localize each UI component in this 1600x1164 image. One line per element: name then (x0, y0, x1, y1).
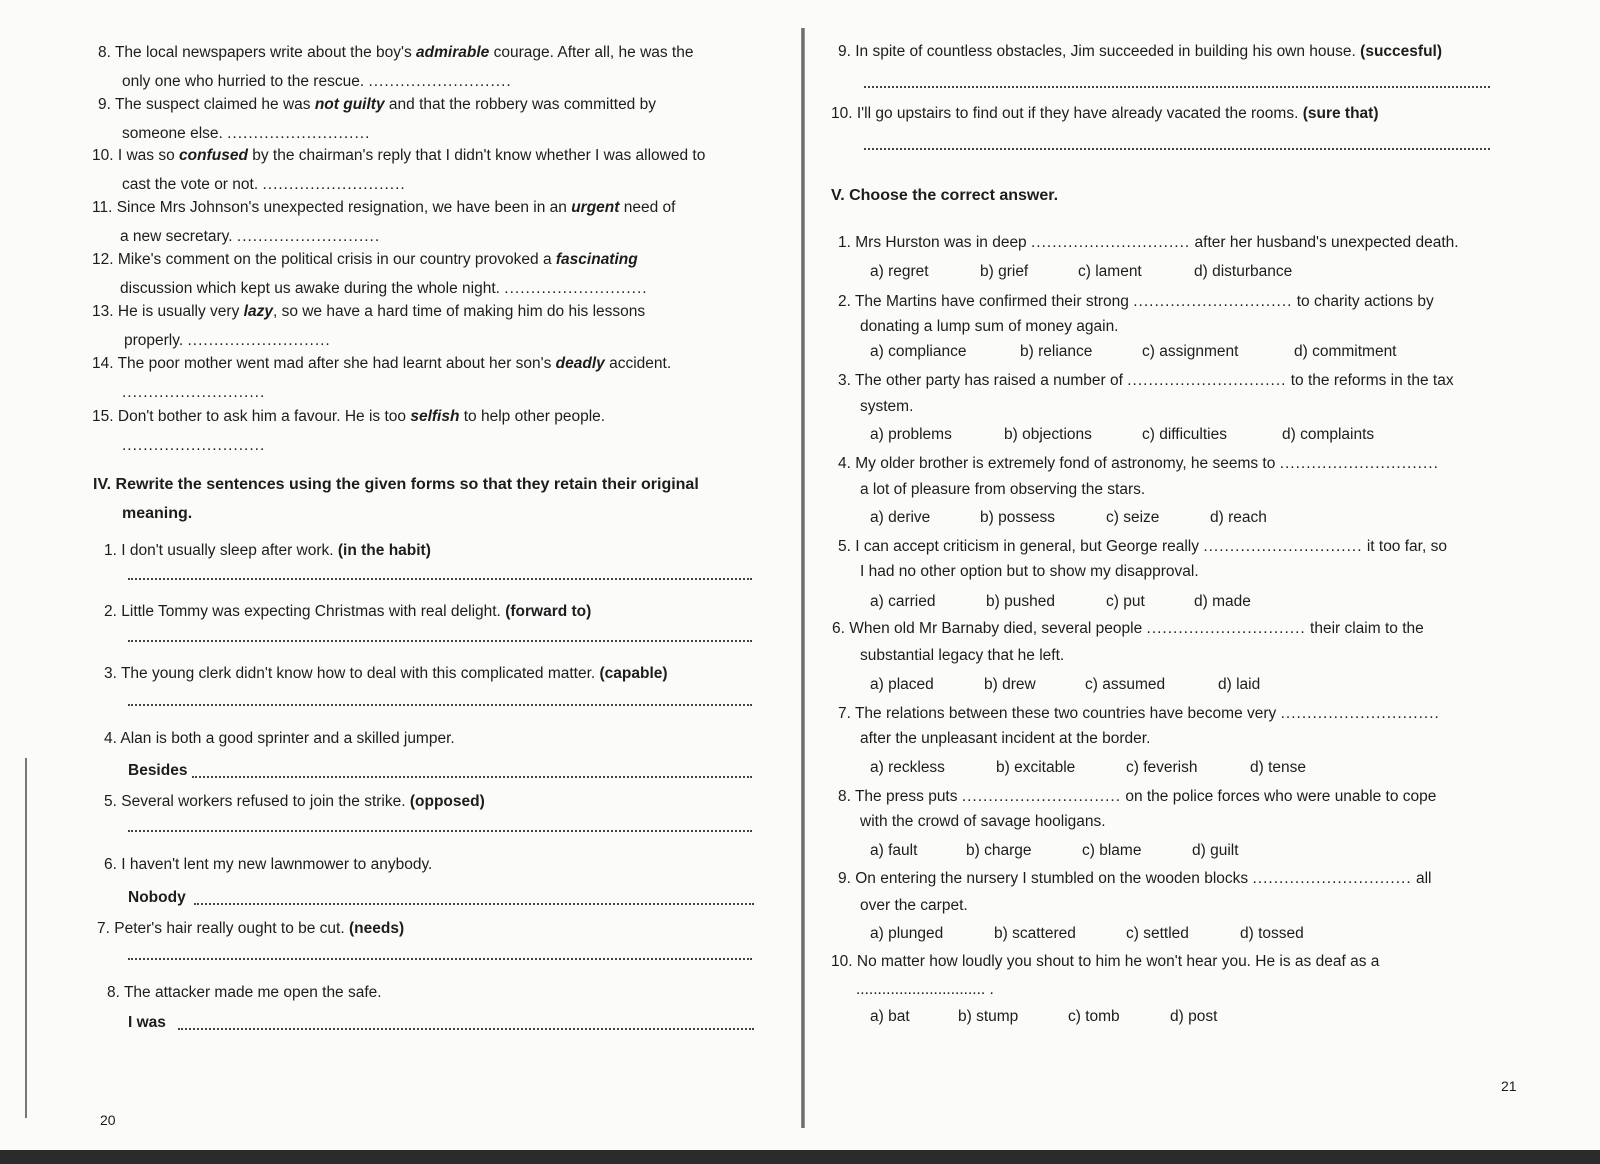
item-number: 7. (97, 920, 110, 937)
question-text: with the crowd of savage hooligans. (860, 813, 1106, 830)
item-number: 15. (92, 408, 114, 425)
item-text: someone else. (122, 125, 223, 142)
answer-option[interactable] (870, 675, 934, 695)
answer-option[interactable] (1068, 1007, 1120, 1027)
hint-text: (needs) (348, 920, 405, 937)
key-word: deadly (555, 355, 605, 372)
option-label: d) made (1194, 593, 1251, 610)
question-text: I had no other option but to show my disapproval. (860, 563, 1199, 580)
ex3-item-9-line2 (122, 124, 370, 144)
answer-option[interactable] (958, 1007, 1018, 1027)
option-label: c) tomb (1068, 1008, 1120, 1025)
item-number: 10. (831, 105, 853, 122)
option-label: a) regret (870, 263, 929, 280)
ex4-item-3 (104, 664, 668, 684)
ex4-item-7 (97, 919, 404, 939)
answer-option[interactable] (980, 508, 1055, 528)
key-word: lazy (243, 303, 273, 320)
option-label: c) assignment (1142, 343, 1239, 360)
answer-line[interactable] (128, 830, 752, 832)
answer-blank[interactable]: .............................. (1133, 293, 1293, 310)
option-label: d) tossed (1240, 925, 1304, 942)
item-number: 13. (92, 303, 114, 320)
ex3-item-13-line2 (124, 331, 331, 351)
ex4-item-8 (107, 983, 382, 1003)
option-label: b) scattered (994, 925, 1076, 942)
option-label: c) settled (1126, 925, 1189, 942)
answer-blank[interactable]: .............................. (1280, 705, 1440, 722)
answer-blank[interactable]: .............................. (961, 788, 1122, 805)
ex4-item-10 (831, 104, 1379, 124)
ex3-item-12 (92, 250, 638, 270)
ex4-item-4 (104, 729, 455, 749)
hint-text: (capable) (599, 665, 668, 682)
item-text: The attacker made me open the safe. (123, 984, 382, 1001)
item-text: Alan is both a good sprinter and a skilled jumper. (120, 730, 455, 747)
answer-option[interactable] (1142, 342, 1238, 362)
item-text: Several workers refused to join the strike. (121, 793, 406, 810)
answer-option[interactable] (984, 675, 1036, 695)
question-text: to charity actions by (1296, 293, 1434, 310)
mc-question-2-line2 (860, 317, 1119, 337)
mc-question-5-line2 (860, 562, 1199, 582)
answer-option[interactable] (996, 758, 1075, 778)
item-number: 3. (104, 665, 117, 682)
option-label: a) plunged (870, 925, 944, 942)
item-number: 1. (838, 234, 851, 251)
item-text: a new secretary. (120, 228, 233, 245)
book-spine (801, 28, 805, 1128)
item-text: Mike's comment on the political crisis in our country provoked a (117, 251, 556, 268)
question-text: On entering the nursery I stumbled on the wooden blocks (855, 870, 1249, 887)
option-label: a) reckless (870, 759, 945, 776)
answer-blank[interactable]: ........................... (122, 437, 266, 454)
answer-option[interactable] (1294, 342, 1397, 362)
option-label: a) fault (870, 842, 918, 859)
ex3-item-9 (98, 95, 656, 115)
ex4-item-6-start (128, 888, 186, 908)
answer-option[interactable] (1142, 425, 1227, 445)
option-label: c) assumed (1085, 676, 1166, 693)
option-label: d) disturbance (1194, 263, 1293, 280)
answer-option[interactable] (1282, 425, 1374, 445)
mc-question-1 (838, 233, 1459, 253)
option-label: c) blame (1082, 842, 1142, 859)
mc-question-9 (838, 869, 1432, 889)
item-number: 10. (831, 953, 853, 970)
item-number: 3. (838, 372, 851, 389)
answer-option[interactable] (1240, 924, 1304, 944)
ex4-item-5 (104, 792, 485, 812)
item-text: He is usually very (117, 303, 244, 320)
option-label: a) carried (870, 593, 936, 610)
answer-line[interactable] (128, 704, 752, 706)
option-label: b) drew (984, 676, 1036, 693)
question-text: The other party has raised a number of (854, 372, 1123, 389)
option-label: b) stump (958, 1008, 1019, 1025)
item-number: 10. (92, 147, 114, 164)
answer-line[interactable] (178, 1028, 754, 1030)
item-text: and that the robbery was committed by (384, 96, 656, 113)
answer-option[interactable] (1210, 508, 1267, 528)
item-text: The poor mother went mad after she had learnt about her son's (117, 355, 556, 372)
question-text: on the police forces who were unable to cope (1125, 788, 1437, 805)
answer-option[interactable] (1194, 262, 1292, 282)
item-text: I was so (117, 147, 180, 164)
item-text: need of (619, 199, 676, 216)
answer-blank[interactable]: .............................. (1146, 620, 1306, 637)
answer-option[interactable] (870, 262, 929, 282)
item-number: 8. (838, 788, 851, 805)
question-text: over the carpet. (860, 897, 968, 914)
item-text: The young clerk didn't know how to deal with this complicated matter. (120, 665, 596, 682)
question-text: their claim to the (1310, 620, 1424, 637)
item-number: 6. (104, 856, 117, 873)
answer-option[interactable] (1078, 262, 1142, 282)
answer-option[interactable] (1020, 342, 1092, 362)
answer-option[interactable] (1106, 592, 1145, 612)
answer-blank[interactable]: .............................. (1127, 372, 1287, 389)
answer-option[interactable] (870, 592, 935, 612)
item-text: properly. (124, 332, 184, 349)
ex4-item-9 (838, 42, 1442, 62)
hint-text: (opposed) (409, 793, 485, 810)
mc-question-4 (838, 454, 1439, 474)
sentence-start: I was (128, 1014, 166, 1031)
mc-question-4-line2 (860, 480, 1145, 500)
option-label: c) put (1106, 593, 1145, 610)
key-word: fascinating (555, 251, 638, 268)
answer-line[interactable] (194, 903, 754, 905)
mc-question-7 (838, 704, 1440, 724)
item-text: In spite of countless obstacles, Jim succeeded in building his own house. (855, 43, 1356, 60)
key-word: confused (179, 147, 248, 164)
question-text: The press puts (854, 788, 958, 805)
option-label: c) seize (1106, 509, 1160, 526)
option-label: c) difficulties (1142, 426, 1227, 443)
question-text: after her husband's unexpected death. (1194, 234, 1459, 251)
section-heading-iv: IV. Rewrite the sentences using the given forms so that they retain their original (93, 476, 699, 493)
question-text: My older brother is extremely fond of astronomy, he seems to (855, 455, 1276, 472)
option-label: b) objections (1004, 426, 1092, 443)
option-label: a) derive (870, 509, 931, 526)
key-word: admirable (416, 44, 490, 61)
option-label: a) problems (870, 426, 952, 443)
hint-text: (sure that) (1302, 105, 1379, 122)
answer-option[interactable] (870, 342, 967, 362)
ex4-item-4-start (128, 761, 187, 781)
item-text: , so we have a hard time of making him do his lessons (272, 303, 646, 320)
answer-blank[interactable]: .............................. (1203, 538, 1363, 555)
option-label: b) possess (980, 509, 1055, 526)
answer-blank[interactable]: ........................... (227, 125, 371, 142)
item-number: 9. (838, 43, 851, 60)
item-text: accident. (604, 355, 672, 372)
answer-option[interactable] (1106, 508, 1159, 528)
item-number: 14. (92, 355, 114, 372)
answer-line[interactable] (128, 958, 752, 960)
option-label: a) bat (870, 1008, 910, 1025)
item-number: 6. (832, 620, 845, 637)
answer-option[interactable] (1170, 1007, 1217, 1027)
option-label: c) lament (1078, 263, 1142, 280)
answer-blank[interactable]: .............................. (1031, 234, 1191, 251)
item-text: Peter's hair really ought to be cut. (114, 920, 345, 937)
section-heading-v: V. Choose the correct answer. (831, 187, 1059, 204)
option-label: d) commitment (1294, 343, 1397, 360)
question-text: I can accept criticism in general, but George really (855, 538, 1199, 555)
ex3-item-10-line2 (122, 175, 406, 195)
answer-option[interactable] (870, 508, 930, 528)
option-label: d) complaints (1282, 426, 1375, 443)
item-number: 2. (838, 293, 851, 310)
answer-option[interactable] (1126, 924, 1189, 944)
page-edge (25, 758, 27, 1118)
sentence-start: Besides (128, 762, 188, 779)
option-label: a) placed (870, 676, 934, 693)
answer-blank[interactable]: ........................... (504, 280, 648, 297)
page-number: 20 (100, 1112, 116, 1128)
item-text: Little Tommy was expecting Christmas with real delight. (121, 603, 501, 620)
item-text: Since Mrs Johnson's unexpected resignation, we have been in an (116, 199, 572, 216)
item-number: 8. (98, 44, 111, 61)
question-text: all (1415, 870, 1432, 887)
option-label: b) reliance (1020, 343, 1093, 360)
item-text: I haven't lent my new lawnmower to anybody. (121, 856, 433, 873)
question-text: When old Mr Barnaby died, several people (849, 620, 1143, 637)
answer-line[interactable] (864, 148, 1490, 150)
question-text: No matter how loudly you shout to him he won't hear you. He is as deaf as a (856, 953, 1380, 970)
ex4-item-6 (104, 855, 432, 875)
option-label: d) guilt (1192, 842, 1239, 859)
answer-option[interactable] (994, 924, 1076, 944)
answer-option[interactable] (1126, 758, 1198, 778)
answer-blank[interactable]: ........................... (187, 332, 331, 349)
question-text: Mrs Hurston was in deep (855, 234, 1027, 251)
answer-blank[interactable]: .............................. (1252, 870, 1412, 887)
mc-question-9-line2 (860, 896, 968, 916)
ex3-item-13 (92, 302, 645, 322)
question-text: substantial legacy that he left. (860, 647, 1065, 664)
question-text: system. (860, 398, 914, 415)
item-text: The suspect claimed he was (114, 96, 315, 113)
item-number: 4. (838, 455, 851, 472)
key-word: selfish (410, 408, 460, 425)
answer-option[interactable] (870, 924, 943, 944)
mc-question-2 (838, 292, 1434, 312)
item-text: courage. After all, he was the (489, 44, 694, 61)
item-number: 1. (104, 542, 117, 559)
item-text: only one who hurried to the rescue. (122, 73, 365, 90)
ex4-item-1 (104, 541, 431, 561)
item-number: 9. (98, 96, 111, 113)
mc-question-7-line2 (860, 729, 1150, 749)
answer-option[interactable] (1218, 675, 1260, 695)
ex4-item-2 (104, 602, 591, 622)
option-label: b) charge (966, 842, 1032, 859)
mc-question-8 (838, 787, 1436, 807)
option-label: b) grief (980, 263, 1029, 280)
question-text: to the reforms in the tax (1290, 372, 1454, 389)
ex4-item-8-start (128, 1013, 166, 1033)
answer-blank[interactable]: ........................... (262, 176, 406, 193)
option-label: b) pushed (986, 593, 1055, 610)
question-text: .............................. . (856, 981, 994, 998)
answer-blank[interactable]: ........................... (236, 228, 381, 245)
item-text: discussion which kept us awake during the whole night. (120, 280, 500, 297)
mc-question-3 (838, 371, 1454, 391)
option-label: d) laid (1218, 676, 1261, 693)
question-text: donating a lump sum of money again. (860, 318, 1119, 335)
answer-option[interactable] (870, 758, 945, 778)
mc-question-10-line2 (856, 980, 994, 1000)
item-number: 5. (104, 793, 117, 810)
answer-option[interactable] (966, 841, 1031, 861)
answer-option[interactable] (1250, 758, 1306, 778)
ex3-item-11-line2 (120, 227, 380, 247)
item-text: Don't bother to ask him a favour. He is too (117, 408, 411, 425)
item-text: cast the vote or not. (122, 176, 259, 193)
answer-blank[interactable]: ........................... (368, 73, 512, 90)
answer-option[interactable] (1192, 841, 1239, 861)
item-text: by the chairman's reply that I didn't know whether I was allowed to (247, 147, 706, 164)
ex3-item-12-line2 (120, 279, 648, 299)
answer-option[interactable] (1194, 592, 1251, 612)
mc-question-3-line2 (860, 397, 913, 417)
ex3-item-14 (92, 354, 671, 374)
ex3-item-15-line2 (122, 436, 265, 456)
option-label: d) post (1170, 1008, 1218, 1025)
item-number: 11. (92, 199, 113, 216)
ex3-item-11 (92, 198, 675, 218)
answer-blank[interactable]: .............................. (1279, 455, 1439, 472)
item-number: 5. (838, 538, 851, 555)
ex3-item-8 (98, 43, 693, 63)
option-label: a) compliance (870, 343, 967, 360)
question-text: after the unpleasant incident at the border. (860, 730, 1151, 747)
hint-text: (forward to) (505, 603, 592, 620)
answer-line[interactable] (128, 640, 752, 642)
answer-option[interactable] (980, 262, 1028, 282)
item-text: I don't usually sleep after work. (121, 542, 334, 559)
answer-option[interactable] (870, 841, 917, 861)
mc-question-6-line2 (860, 646, 1064, 666)
item-text: to help other people. (459, 408, 606, 425)
key-word: urgent (571, 199, 620, 216)
item-text: I'll go upstairs to find out if they have already vacated the rooms. (856, 105, 1299, 122)
answer-line[interactable] (128, 578, 752, 580)
item-number: 2. (104, 603, 117, 620)
item-number: 12. (92, 251, 114, 268)
answer-option[interactable] (1004, 425, 1092, 445)
item-number: 4. (104, 730, 117, 747)
question-text: a lot of pleasure from observing the stars. (860, 481, 1146, 498)
answer-blank[interactable]: ........................... (122, 384, 266, 401)
right-page (808, 0, 1600, 1150)
item-number: 9. (838, 870, 851, 887)
item-number: 8. (107, 984, 120, 1001)
ex3-item-14-line2 (122, 383, 265, 403)
mc-question-6 (832, 619, 1424, 639)
answer-option[interactable] (986, 592, 1055, 612)
sentence-start: Nobody (128, 889, 186, 906)
answer-line[interactable] (192, 776, 752, 778)
answer-option[interactable] (870, 425, 952, 445)
key-word: not guilty (314, 96, 385, 113)
mc-question-10 (831, 952, 1379, 972)
section-heading-iv-line2: meaning. (122, 505, 193, 522)
item-text: The local newspapers write about the boy's (114, 44, 417, 61)
item-number: 7. (838, 705, 851, 722)
hint-text: (in the habit) (337, 542, 431, 559)
scan-bottom-edge (0, 1150, 1600, 1164)
mc-question-8-line2 (860, 812, 1106, 832)
question-text: it too far, so (1366, 538, 1447, 555)
option-label: d) tense (1250, 759, 1307, 776)
ex3-item-15 (92, 407, 605, 427)
option-label: b) excitable (996, 759, 1076, 776)
mc-question-5 (838, 537, 1447, 557)
answer-line[interactable] (864, 86, 1490, 88)
question-text: The Martins have confirmed their strong (854, 293, 1129, 310)
answer-option[interactable] (1085, 675, 1165, 695)
question-text: The relations between these two countries have become very (854, 705, 1277, 722)
ex3-item-8-line2 (122, 72, 512, 92)
page-number: 21 (1501, 1078, 1517, 1094)
answer-option[interactable] (870, 1007, 910, 1027)
hint-text: (succesful) (1360, 43, 1443, 60)
ex3-item-10 (92, 146, 705, 166)
option-label: c) feverish (1126, 759, 1198, 776)
answer-option[interactable] (1082, 841, 1141, 861)
left-page (0, 0, 800, 1150)
option-label: d) reach (1210, 509, 1267, 526)
